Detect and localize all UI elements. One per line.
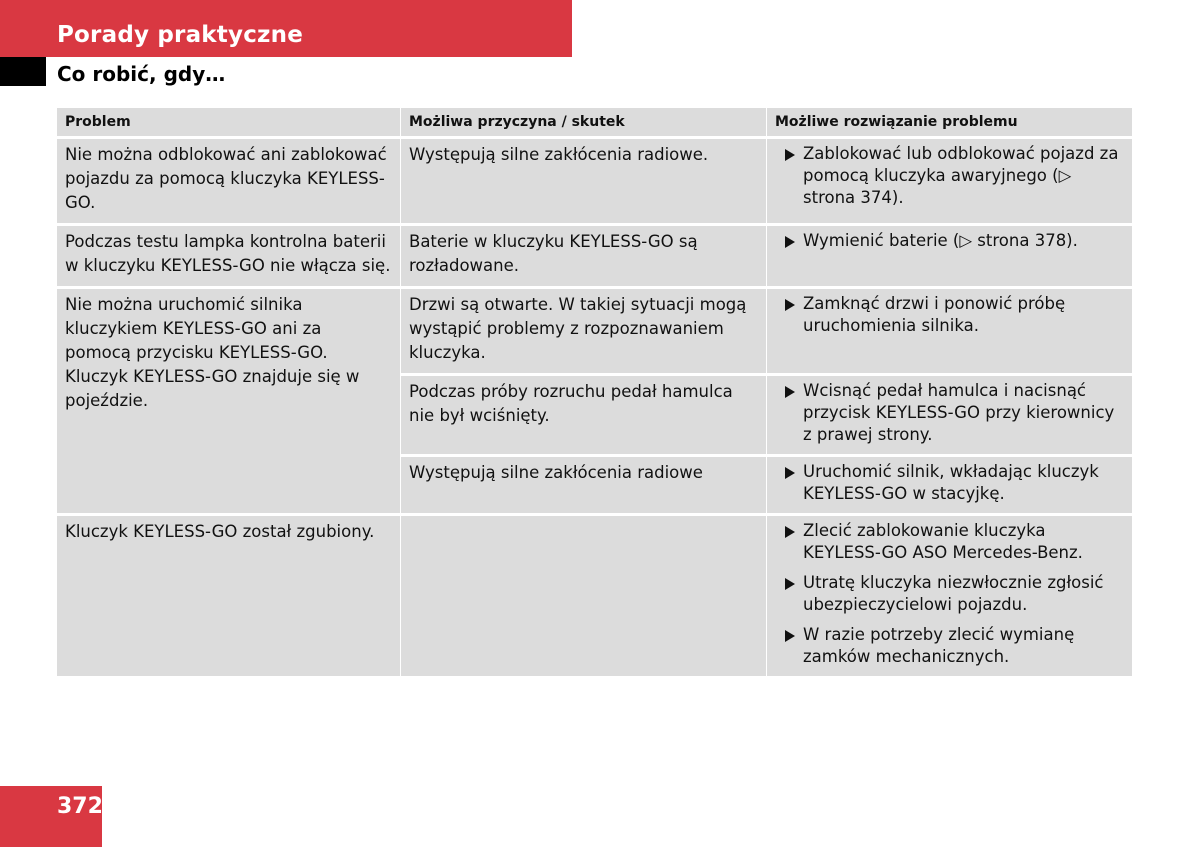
solution-item: Zablokować lub odblokować pojazd za pomocą kluczyka awaryjnego (▷ strona 374). bbox=[775, 143, 1124, 209]
bullet-arrow-icon bbox=[785, 299, 795, 311]
page-number: 372 bbox=[57, 794, 103, 819]
section-marker bbox=[0, 57, 46, 86]
column-header-cause: Możliwa przyczyna / skutek bbox=[400, 108, 766, 136]
solution-cell bbox=[766, 289, 1132, 373]
section-title: Porady praktyczne bbox=[57, 22, 303, 48]
bullet-arrow-icon bbox=[785, 386, 795, 398]
problem-cell: Podczas testu lampka kontrolna baterii w kluczyku KEYLESS-GO nie włącza się. bbox=[57, 226, 400, 286]
cause-cell: Podczas próby rozruchu pedał hamulca nie był wciśnięty. bbox=[400, 376, 766, 454]
cause-cell bbox=[400, 516, 766, 676]
solution-item: Wymienić baterie (▷ strona 378). bbox=[775, 230, 1124, 252]
solution-cell bbox=[766, 139, 1132, 223]
cause-cell: Występują silne zakłócenia radiowe bbox=[400, 457, 766, 513]
solution-cell bbox=[766, 376, 1132, 454]
solution-cell bbox=[766, 516, 1132, 676]
troubleshooting-table bbox=[57, 108, 1132, 676]
solution-item: Zlecić zablokowanie kluczyka KEYLESS-GO ASO Mercedes-Benz. bbox=[775, 520, 1124, 564]
solution-cell bbox=[766, 226, 1132, 286]
solution-item: Zamknąć drzwi i ponowić próbę uruchomienia silnika. bbox=[775, 293, 1124, 337]
cause-cell: Występują silne zakłócenia radiowe. bbox=[400, 139, 766, 223]
bullet-arrow-icon bbox=[785, 526, 795, 538]
bullet-arrow-icon bbox=[785, 467, 795, 479]
solution-item: Uruchomić silnik, wkładając kluczyk KEYLESS-GO w stacyjkę. bbox=[775, 461, 1124, 505]
column-header-problem: Problem bbox=[57, 108, 400, 136]
page-subtitle: Co robić, gdy… bbox=[57, 62, 226, 86]
bullet-arrow-icon bbox=[785, 236, 795, 248]
problem-cell: Kluczyk KEYLESS-GO został zgubiony. bbox=[57, 516, 400, 676]
bullet-arrow-icon bbox=[785, 630, 795, 642]
cause-solution-group bbox=[400, 289, 1132, 513]
cause-cell: Baterie w kluczyku KEYLESS-GO są rozładowane. bbox=[400, 226, 766, 286]
solution-cell bbox=[766, 457, 1132, 513]
column-header-solution: Możliwe rozwiązanie problemu bbox=[766, 108, 1132, 136]
problem-cell: Nie można odblokować ani zablokować pojazdu za pomocą kluczyka KEYLESS-GO. bbox=[57, 139, 400, 223]
bullet-arrow-icon bbox=[785, 578, 795, 590]
solution-item: W razie potrzeby zlecić wymianę zamków mechanicznych. bbox=[775, 624, 1124, 668]
solution-item: Utratę kluczyka niezwłocznie zgłosić ubezpieczycielowi pojazdu. bbox=[775, 572, 1124, 616]
solution-item: Wcisnąć pedał hamulca i nacisnąć przycisk KEYLESS-GO przy kierownicy z prawej strony. bbox=[775, 380, 1124, 446]
problem-cell: Nie można uruchomić silnika kluczykiem KEYLESS-GO ani za pomocą przycisku KEYLESS-GO. Kluczyk KEYLESS-GO znajduje się w pojeździe. bbox=[57, 289, 400, 513]
cause-cell: Drzwi są otwarte. W takiej sytuacji mogą wystąpić problemy z rozpoznawaniem kluczyka. bbox=[400, 289, 766, 373]
bullet-arrow-icon bbox=[785, 149, 795, 161]
